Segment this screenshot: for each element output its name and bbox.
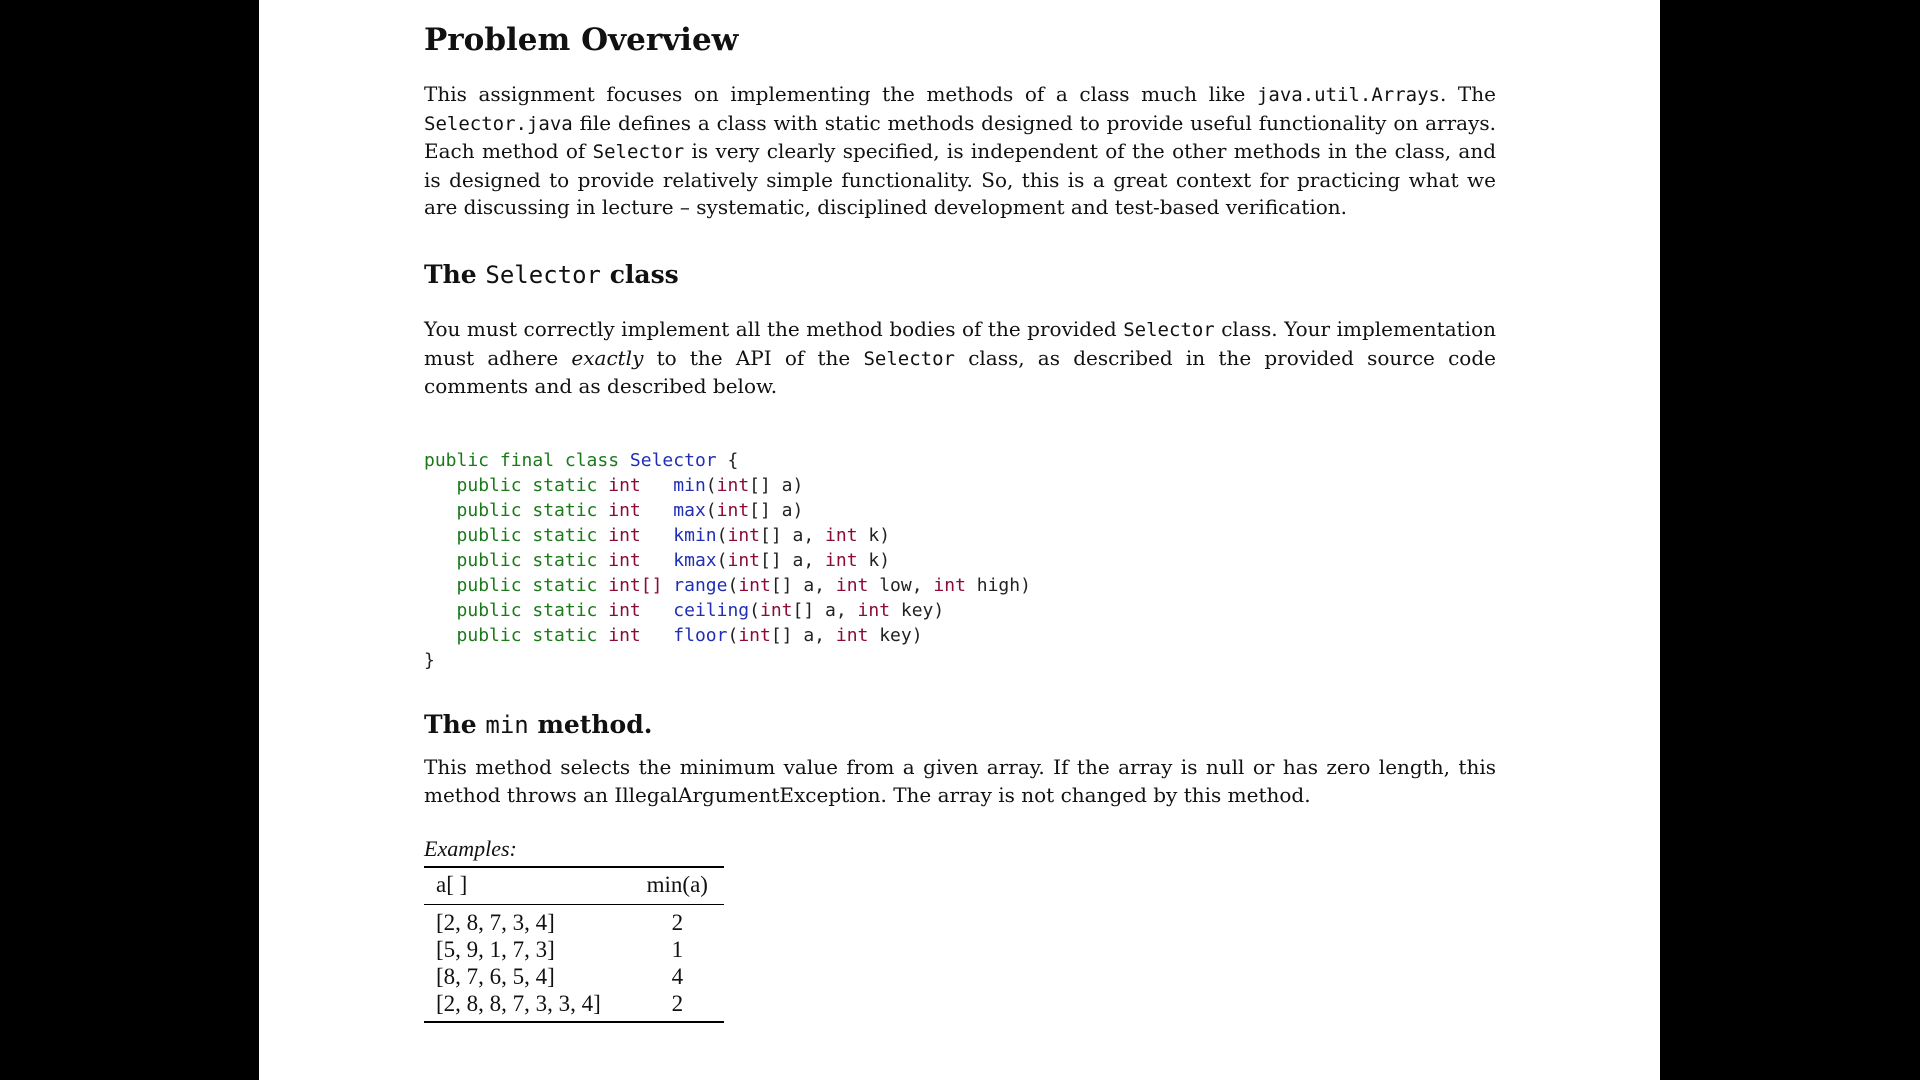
code-method-name: range <box>673 575 728 596</box>
heading-selector-class: The Selector class <box>424 260 679 289</box>
document-page <box>259 0 1660 1080</box>
code-class-name: Selector <box>629 450 717 471</box>
code-keyword: public final class <box>424 450 620 471</box>
code-return-type: int <box>608 500 641 521</box>
examples-block <box>424 836 724 1023</box>
code-modifiers: public static <box>456 500 598 521</box>
code-type: int <box>835 625 869 646</box>
examples-caption: Examples: <box>424 836 517 861</box>
min-method-paragraph: This method selects the minimum value from a given array. If the array is null or has zero length, this method throws an IllegalArgumentException. The array is not changed by this method. <box>424 755 1496 807</box>
code-return-type: int <box>608 625 641 646</box>
overview-paragraph: This assignment focuses on implementing the methods of a class much like java.util.Arrays. The Selector.java file defines a class with static methods designed to provide useful functionality on arrays. Each method of Selector is very clearly specified, is independent of the other methods in the class, and is designed to provide relatively simple functionality. So, this is a great context for practicing what we are discussing in lecture – systematic, disciplined development and test-based verification. <box>424 82 1497 219</box>
cell-array: [2, 8, 7, 3, 4] <box>436 910 555 935</box>
code-method-line: public static int[] range(int[] a, int low, int high) <box>456 575 1031 596</box>
cell-min: 1 <box>671 937 684 962</box>
code-type: int <box>727 525 760 546</box>
code-modifiers: public static <box>456 475 598 496</box>
cell-min: 4 <box>671 964 684 989</box>
selector-paragraph: You must correctly implement all the method bodies of the provided Selector class. Your implementation must adhere exactly to the API of the Selector class, as described in the provided source code comments and as described below. <box>424 317 1496 398</box>
code-method-line: public static int min(int[] a) <box>456 475 804 496</box>
code-method-line: public static int kmax(int[] a, int k) <box>456 550 891 571</box>
code-return-type: int <box>608 550 641 571</box>
cell-min: 2 <box>631 990 724 1022</box>
code-return-type: int <box>608 475 641 496</box>
column-header-min: min(a) <box>631 867 724 905</box>
code-method-line: public static int floor(int[] a, int key) <box>456 625 923 646</box>
code-type: int <box>857 600 891 621</box>
table-row <box>424 936 724 963</box>
code-method-name: min <box>673 475 706 496</box>
code-type: int <box>933 575 966 596</box>
table-row <box>424 963 724 990</box>
examples-table <box>424 866 724 1023</box>
code-method-line: public static int ceiling(int[] a, int key) <box>456 600 945 621</box>
cell-array: [5, 9, 1, 7, 3] <box>436 937 555 962</box>
code-type: int <box>825 525 858 546</box>
code-type: int <box>716 475 750 496</box>
code-closing-brace: } <box>424 650 435 671</box>
code-listing <box>424 448 1031 673</box>
cell-array: [2, 8, 8, 7, 3, 3, 4] <box>424 990 631 1022</box>
code-type: int <box>727 550 760 571</box>
code-modifiers: public static <box>456 600 598 621</box>
cell-min: 2 <box>671 910 684 935</box>
code-type: int <box>716 500 750 521</box>
code-type: int <box>825 550 858 571</box>
code-modifiers: public static <box>456 550 598 571</box>
code-method-name: kmin <box>673 525 717 546</box>
column-header-array: a[ ] <box>424 867 631 905</box>
code-method-name: floor <box>673 625 728 646</box>
code-class-declaration: public final class Selector { <box>424 450 739 471</box>
code-modifiers: public static <box>456 525 598 546</box>
heading-min-method: The min method. <box>424 710 653 739</box>
code-method-name: ceiling <box>673 600 750 621</box>
cell-array: [8, 7, 6, 5, 4] <box>436 964 555 989</box>
code-method-line: public static int kmin(int[] a, int k) <box>456 525 891 546</box>
code-return-type: int <box>608 600 641 621</box>
code-return-type: int[] <box>608 575 663 596</box>
code-type: int <box>759 600 793 621</box>
table-row <box>424 990 724 1022</box>
code-method-name: kmax <box>673 550 717 571</box>
heading-problem-overview: Problem Overview <box>424 22 739 58</box>
code-type: int <box>738 625 771 646</box>
code-type: int <box>738 575 771 596</box>
code-method-name: max <box>673 500 706 521</box>
code-modifiers: public static <box>456 575 598 596</box>
table-row <box>424 905 724 937</box>
code-method-line: public static int max(int[] a) <box>456 500 804 521</box>
code-type: int <box>835 575 869 596</box>
code-modifiers: public static <box>456 625 598 646</box>
code-return-type: int <box>608 525 641 546</box>
